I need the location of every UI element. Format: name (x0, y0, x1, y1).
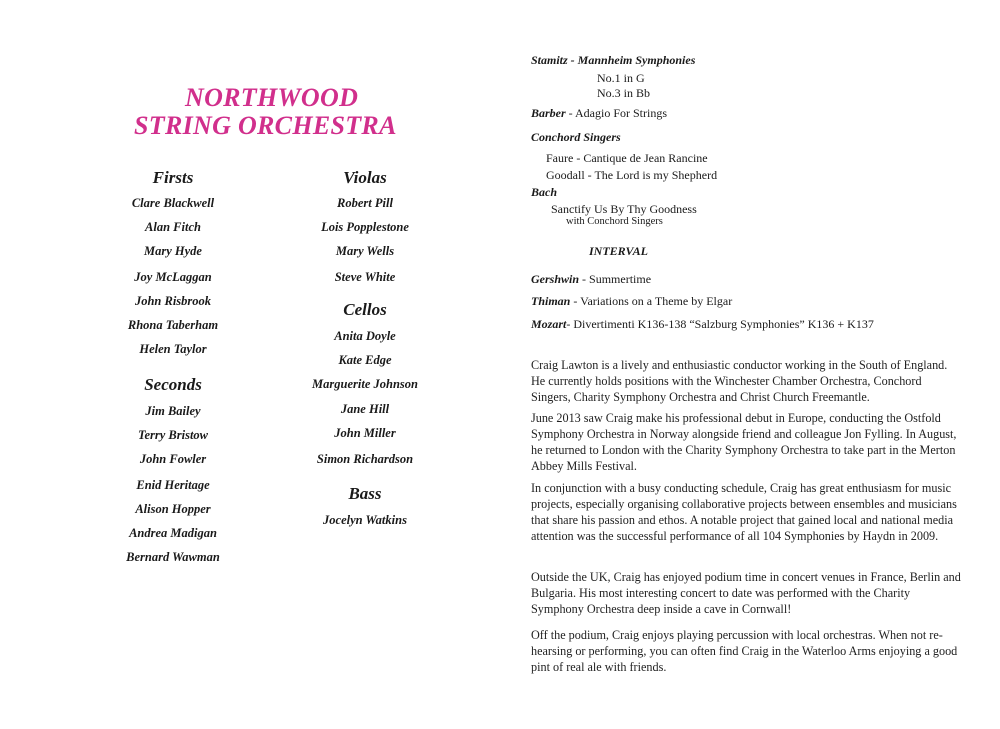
member-name: Alison Hopper (135, 502, 211, 516)
member-name: Steve White (334, 270, 396, 284)
member-name: Jim Bailey (145, 404, 201, 418)
interval-label: INTERVAL (589, 244, 648, 258)
bio-paragraph: Craig Lawton is a lively and enthusiastic conductor working in the South of England. He currently holds positions with the Winchester Chamber Orchestra, Conchord Singers, Charity Symphony Orchestra and Christ Church Freemantle. (531, 358, 948, 404)
bio-paragraph: June 2013 saw Craig make his professional debut in Europe, conducting the Ostfold Symphony Orchestra in Norway alongside friend and colleague Jon Fylling. In August, he returned to London with the Charity Symphony Orchestra to take part in the Merton Abbey Mills Festival. (531, 411, 957, 473)
work-title: - Adagio For Strings (565, 106, 668, 120)
section-heading-seconds: Seconds (144, 375, 202, 394)
member-name: Anita Doyle (334, 329, 396, 343)
member-name: Jocelyn Watkins (323, 513, 407, 527)
work-title: - Divertimenti K136-138 “Salzburg Symphonies” K136 + K137 (566, 317, 874, 331)
work-title: - Summertime (579, 272, 652, 286)
composer-name: Mozart (531, 317, 567, 331)
member-name: Terry Bristow (137, 428, 209, 442)
programme-item: Faure - Cantique de Jean Rancine (546, 151, 708, 165)
bio-paragraph: Off the podium, Craig enjoys playing percussion with local orchestras. When not re-hearsing or performing, you can often find Craig in the Waterloo Arms enjoying a good pint of real ale with friends. (531, 628, 958, 674)
member-name: Clare Blackwell (131, 196, 215, 210)
programme-item: No.3 in Bb (597, 86, 651, 100)
programme-item: Sanctify Us By Thy Goodness (551, 202, 697, 216)
title-line-2: STRING ORCHESTRA (134, 111, 397, 140)
member-name: Joy McLaggan (134, 270, 212, 284)
programme-bach-heading: Bach (531, 185, 558, 199)
member-name: Rhona Taberham (127, 318, 219, 332)
member-name: John Risbrook (134, 294, 212, 308)
programme-note: with Conchord Singers (566, 216, 663, 227)
programme-mozart (531, 317, 874, 332)
section-heading-bass: Bass (348, 484, 382, 503)
section-heading-cellos: Cellos (343, 300, 387, 319)
member-name: Jane Hill (340, 402, 390, 416)
member-name: Kate Edge (338, 353, 392, 367)
work-title: - Variations on a Theme by Elgar (570, 294, 733, 308)
bio-paragraph: Outside the UK, Craig has enjoyed podium time in concert venues in France, Berlin and Bulgaria. His most interesting concert to date was performed with the Charity Symphony Orchestra deep inside a cave in Cornwall! (531, 570, 961, 616)
member-name: Bernard Wawman (126, 550, 220, 564)
member-name: Enid Heritage (136, 478, 210, 492)
section-heading-firsts: Firsts (152, 168, 194, 187)
member-name: Robert Pill (337, 196, 393, 210)
member-name: John Fowler (139, 452, 207, 466)
programme-barber (531, 106, 667, 121)
programme-gershwin (531, 272, 651, 287)
programme-stamitz-heading: Stamitz - Mannheim Symphonies (531, 53, 696, 67)
member-name: Mary Wells (335, 244, 395, 258)
composer-name: Thiman (531, 294, 571, 308)
member-name: Lois Popplestone (321, 220, 409, 234)
programme-conchord-heading: Conchord Singers (531, 130, 621, 144)
programme-thiman (531, 294, 732, 309)
programme-item: Goodall - The Lord is my Shepherd (546, 168, 718, 182)
title-line-1: NORTHWOOD (185, 83, 359, 112)
member-name: John Miller (334, 426, 396, 440)
member-name: Mary Hyde (144, 244, 202, 258)
member-name: Marguerite Johnson (312, 377, 418, 391)
programme-item: No.1 in G (597, 71, 645, 85)
member-name: Helen Taylor (139, 342, 207, 356)
member-name: Simon Richardson (316, 452, 414, 466)
member-name: Andrea Madigan (129, 526, 217, 540)
composer-name: Gershwin (531, 272, 580, 286)
composer-name: Barber (531, 106, 566, 120)
bio-paragraph: In conjunction with a busy conducting schedule, Craig has great enthusiasm for music projects, especially organising collaborative projects between ensembles and musicians that share his passion and ethos. A notable project that gained local and national media attention was the successful performance of all 104 Symphonies by Haydn in 2009. (531, 481, 957, 543)
section-heading-violas: Violas (343, 168, 387, 187)
member-name: Alan Fitch (145, 220, 201, 234)
